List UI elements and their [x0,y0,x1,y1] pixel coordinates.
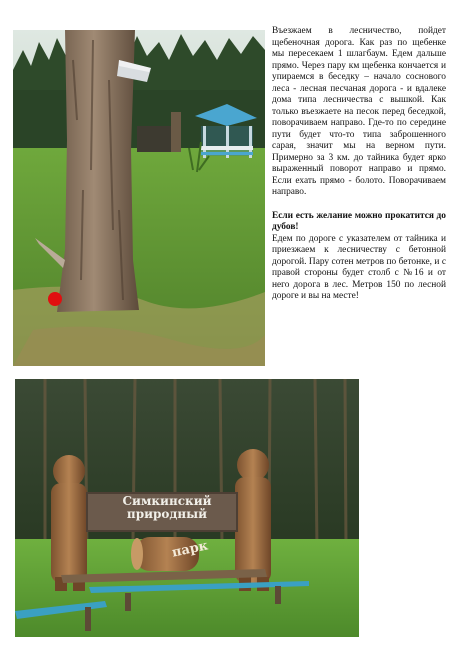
red-marker [48,292,62,306]
forest-tree-photo [13,30,265,366]
park-sign-line3: парк [170,538,210,561]
route-description [272,26,446,303]
carved-bear-left [51,455,87,591]
park-sign-title [111,495,223,521]
park-sign-line2: природный [126,507,208,521]
park-sign-photo [15,379,359,637]
oak-directions-paragraph: Едем по дороге с указателем от тайника и приезжаем к лесничеству с бетонной дорогой. Пару сотен метров по бетонке, и с правой стороны будет столб с №16 и от него дорога в лес. Метров 150 по лесной дороге и вы на месте! [272,233,446,301]
oak-detour-heading: Если есть желание можно прокатится до дубов! [272,210,446,232]
directions-paragraph: Въезжаем в лесничество, пойдет щебеночная дорога. Как раз по щебенке мы пересекаем 1 шлагбаум. Едем дальше прямо. Через пару км щебенка кончается и упираемся в беседку – начало соснового леса - лесная песчаная дорога - и вдалеке дома типа лесничества с вышкой. Как только въезжаете на песок перед беседкой, поворачиваем направо. Где-то по середине пути будет что-то типа заброшенного сарая, значит мы на верном пути. Примерно за 3 км. до тайника будет ярко выраженный поворот направо и прямо. Если ехать прямо - болото. Поворачиваем направо. [272,26,446,197]
park-sign-line1: Симкинский [122,494,212,508]
